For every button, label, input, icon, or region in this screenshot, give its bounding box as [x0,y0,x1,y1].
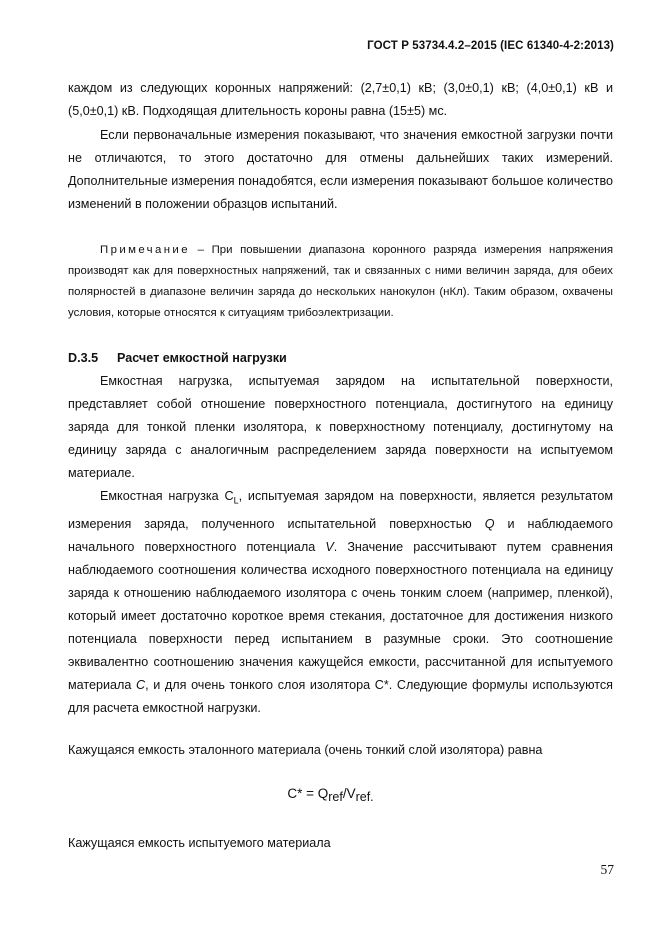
formula-reference-capacity: $C* = Q_{ref}/V_{ref.}$ [287,786,374,804]
page-number: 57 [600,862,614,877]
note-text: – При повышении диапазона коронного разряда измерения напряжения производят как для поверхностных напряжений, так и связанных с ними величин заряда, для обеих полярностей в диапазоне величин заряда до нескольких нанокулон (нКл). Таким образом, охвачены условия, которые относятся к ситуациям трибоэлектризации. [68,244,613,319]
paragraph-capacitive-load-calculation: Емкостная нагрузка $C_L$, испытуемая зарядом на поверхности, является результатом измерения заряда, полученного испытательной поверхностью Q и наблюдаемого начального поверхностного потенциала V. Значение рассчитывают путем сравнения наблюдаемого соотношения количества исходного поверхностного потенциала на единицу заряда к отношению наблюдаемого изолятора с очень тонким слоем (например, пленкой), который имеет достаточно короткое время стекания, достаточное для достижения низкого потенциала поверхности перед испытанием в разумные сроки. Это соотношение эквивалентно соотношению значения кажущейся емкости, рассчитанной для испытуемого материала C, и для очень тонкого слоя изолятора C*. Следующие формулы используются для расчета емкостной нагрузки. [68,489,614,715]
paragraph-test-material-capacity: Кажущаяся емкость испытуемого материала [68,836,331,850]
paragraph-corona-voltages: каждом из следующих коронных напряжений: (2,7±0,1) кВ; (3,0±0,1) кВ; (4,0±0,1) кВ и (5,0±0,1) кВ. Подходящая длительность короны равна (15±5) мс. [68,81,613,118]
paragraph-initial-measurements: Если первоначальные измерения показывают, что значения емкостной загрузки почти не отличаются, то этого достаточно для отмены дальнейших таких измерений. Дополнительные измерения понадобятся, если измерения показывают большое количество изменений в положении образцов испытаний. [68,128,613,211]
note-block [68,240,613,324]
section-heading [68,347,287,370]
section-number: D.3.5 [68,351,99,365]
paragraph-capacitive-load-definition: Емкостная нагрузка, испытуемая зарядом на испытательной поверхности, представляет собой отношение поверхностного потенциала, достигнутого на единицу заряда для тонкой пленки изолятора, к поверхностному потенциалу, достигнутому на единицу заряда с аналогичным распределением заряда поверхности на испытуемом материале. [68,374,613,480]
section-title: Расчет емкостной нагрузки [117,351,287,365]
document-header: ГОСТ Р 53734.4.2–2015 (IEC 61340-4-2:2013) [367,40,614,52]
paragraph-reference-capacity: Кажущаяся емкость эталонного материала (очень тонкий слой изолятора) равна [68,743,543,757]
note-label: Примечание [100,244,190,256]
